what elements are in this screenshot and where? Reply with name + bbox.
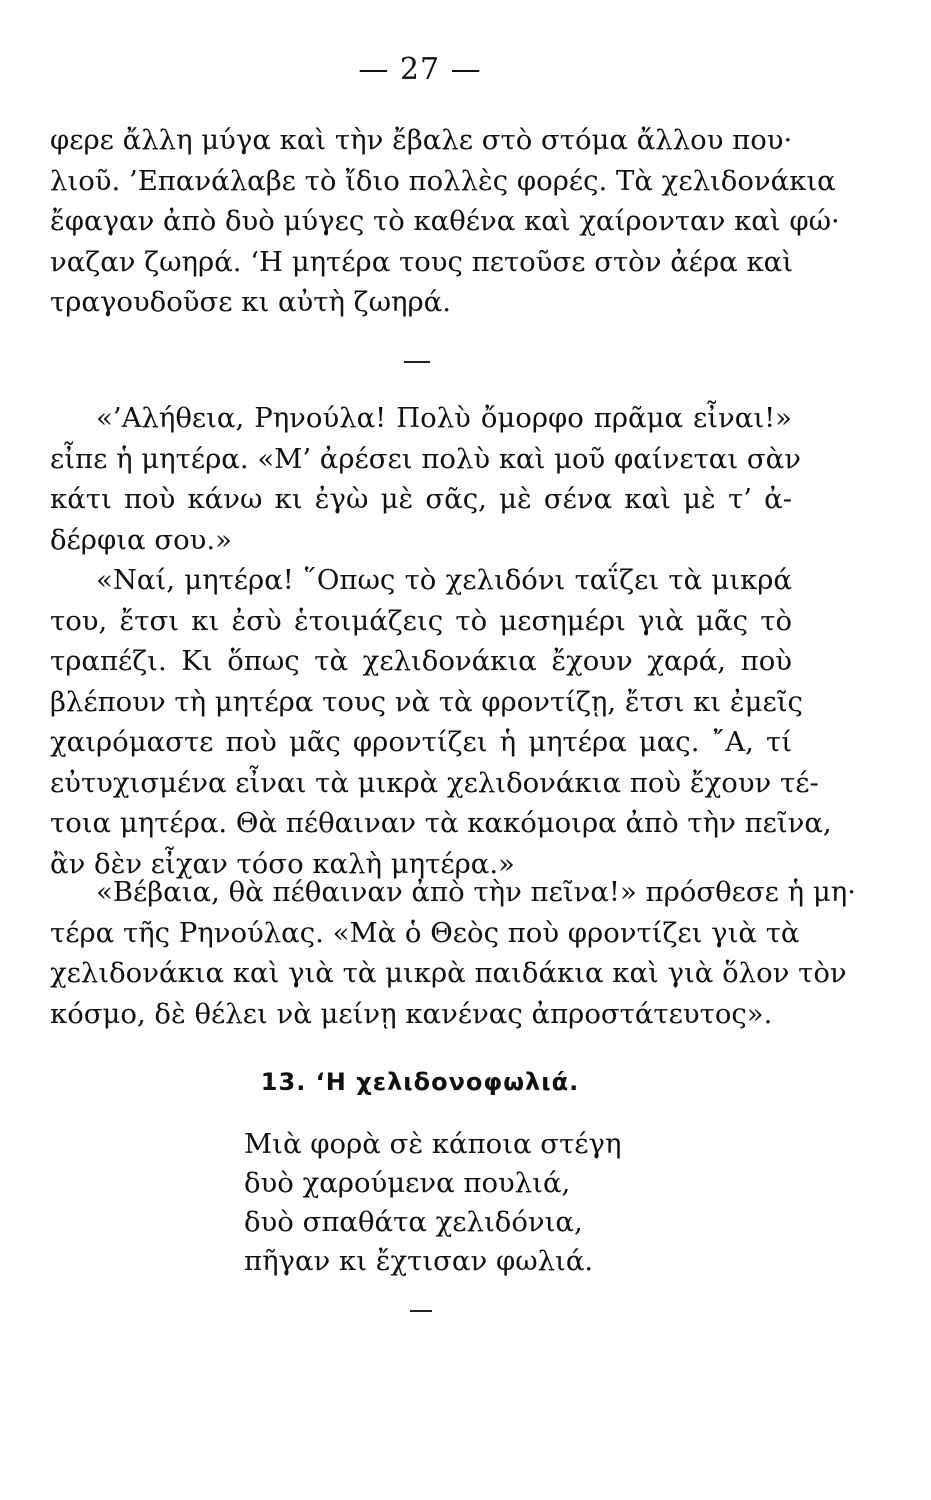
- poem-line: δυὸ χαρούμενα πουλιά,: [244, 1167, 571, 1199]
- text-line: ἔφαγαν ἀπὸ δυὸ μύγες τὸ καθένα καὶ χαίρονταν καὶ φώ·: [50, 205, 840, 237]
- text-line: ναζαν ζωηρά. ‘Η μητέρα τους πετοῦσε στὸν ἀέρα καὶ: [50, 245, 794, 278]
- text-line: τέρα τῆς Ρηνούλας. «Μὰ ὁ Θεὸς ποὺ φροντίζει γιὰ τὰ: [50, 916, 800, 949]
- text-line: τραγουδοῦσε κι αὐτὴ ζωηρά.: [50, 286, 451, 318]
- poem-line: πῆγαν κι ἔχτισαν φωλιά.: [244, 1245, 594, 1277]
- text-line: «Ναί, μητέρα! ῞Οπως τὸ χελιδόνι ταΐζει τὰ μικρά: [96, 564, 792, 596]
- text-line: φερε ἄλλη μύγα καὶ τὴν ἔβαλε στὸ στόμα ἄλλου που·: [50, 124, 793, 156]
- paragraph-3: [50, 560, 832, 884]
- text-line: τραπέζι. Κι ὅπως τὰ χελιδονάκια ἔχουν χαρά, ποὺ: [50, 645, 792, 677]
- text-line: τοια μητέρα. Θὰ πέθαιναν τὰ κακόμοιρα ἀπὸ τὴν πεῖνα,: [50, 807, 832, 839]
- poem: [244, 1125, 621, 1281]
- text-line: «’Αλήθεια, Ρηνούλα! Πολὺ ὄμορφο πρᾶμα εἶναι!»: [96, 402, 792, 434]
- text-line: λιοῦ. ’Επανάλαβε τὸ ἴδιο πολλὲς φορές. Τὰ χελιδονάκια: [50, 164, 836, 197]
- text-line: εὐτυχισμένα εἶναι τὰ μικρὰ χελιδονάκια ποὺ ἔχουν τέ-: [50, 766, 819, 799]
- section-heading: 13. ‘Η χελιδονοφωλιά.: [260, 1068, 580, 1096]
- paragraph-1: [50, 120, 840, 323]
- poem-line: δυὸ σπαθάτα χελιδόνια,: [244, 1206, 583, 1238]
- paragraph-4: [50, 872, 856, 1034]
- text-line: χαιρόμαστε ποὺ μᾶς φροντίζει ἡ μητέρα μας. ῎Α, τί: [50, 726, 792, 758]
- text-line: «Βέβαια, θὰ πέθαιναν ἀπὸ τὴν πεῖνα!» πρόσθεσε ἡ μη·: [96, 876, 856, 908]
- text-line: κόσμο, δὲ θέλει νὰ μείνῃ κανένας ἀπροστάτευτος».: [50, 997, 773, 1030]
- text-line: κάτι ποὺ κάνω κι ἐγὼ μὲ σᾶς, μὲ σένα καὶ μὲ τ’ ἀ-: [50, 483, 792, 515]
- text-line: βλέπουν τὴ μητέρα τους νὰ τὰ φροντίζῃ, ἔτσι κι ἐμεῖς: [50, 685, 803, 718]
- text-line: του, ἔτσι κι ἐσὺ ἑτοιμάζεις τὸ μεσημέρι γιὰ μᾶς τὸ: [50, 604, 792, 637]
- text-line: εἶπε ἡ μητέρα. «Μ’ ἀρέσει πολὺ καὶ μοῦ φαίνεται σὰν: [50, 442, 801, 475]
- text-line: χελιδονάκια καὶ γιὰ τὰ μικρὰ παιδάκια καὶ γιὰ ὅλον τὸν: [50, 957, 847, 989]
- text-line: ἂν δὲν εἶχαν τόσο καλὴ μητέρα.»: [50, 847, 515, 880]
- poem-line: Μιὰ φορὰ σὲ κάποια στέγη: [244, 1128, 622, 1160]
- text-line: δέρφια σου.»: [50, 523, 232, 556]
- paragraph-2: [50, 398, 801, 560]
- section-divider: [404, 361, 430, 363]
- end-divider: [410, 1310, 432, 1312]
- page-number: — 27 —: [358, 52, 482, 87]
